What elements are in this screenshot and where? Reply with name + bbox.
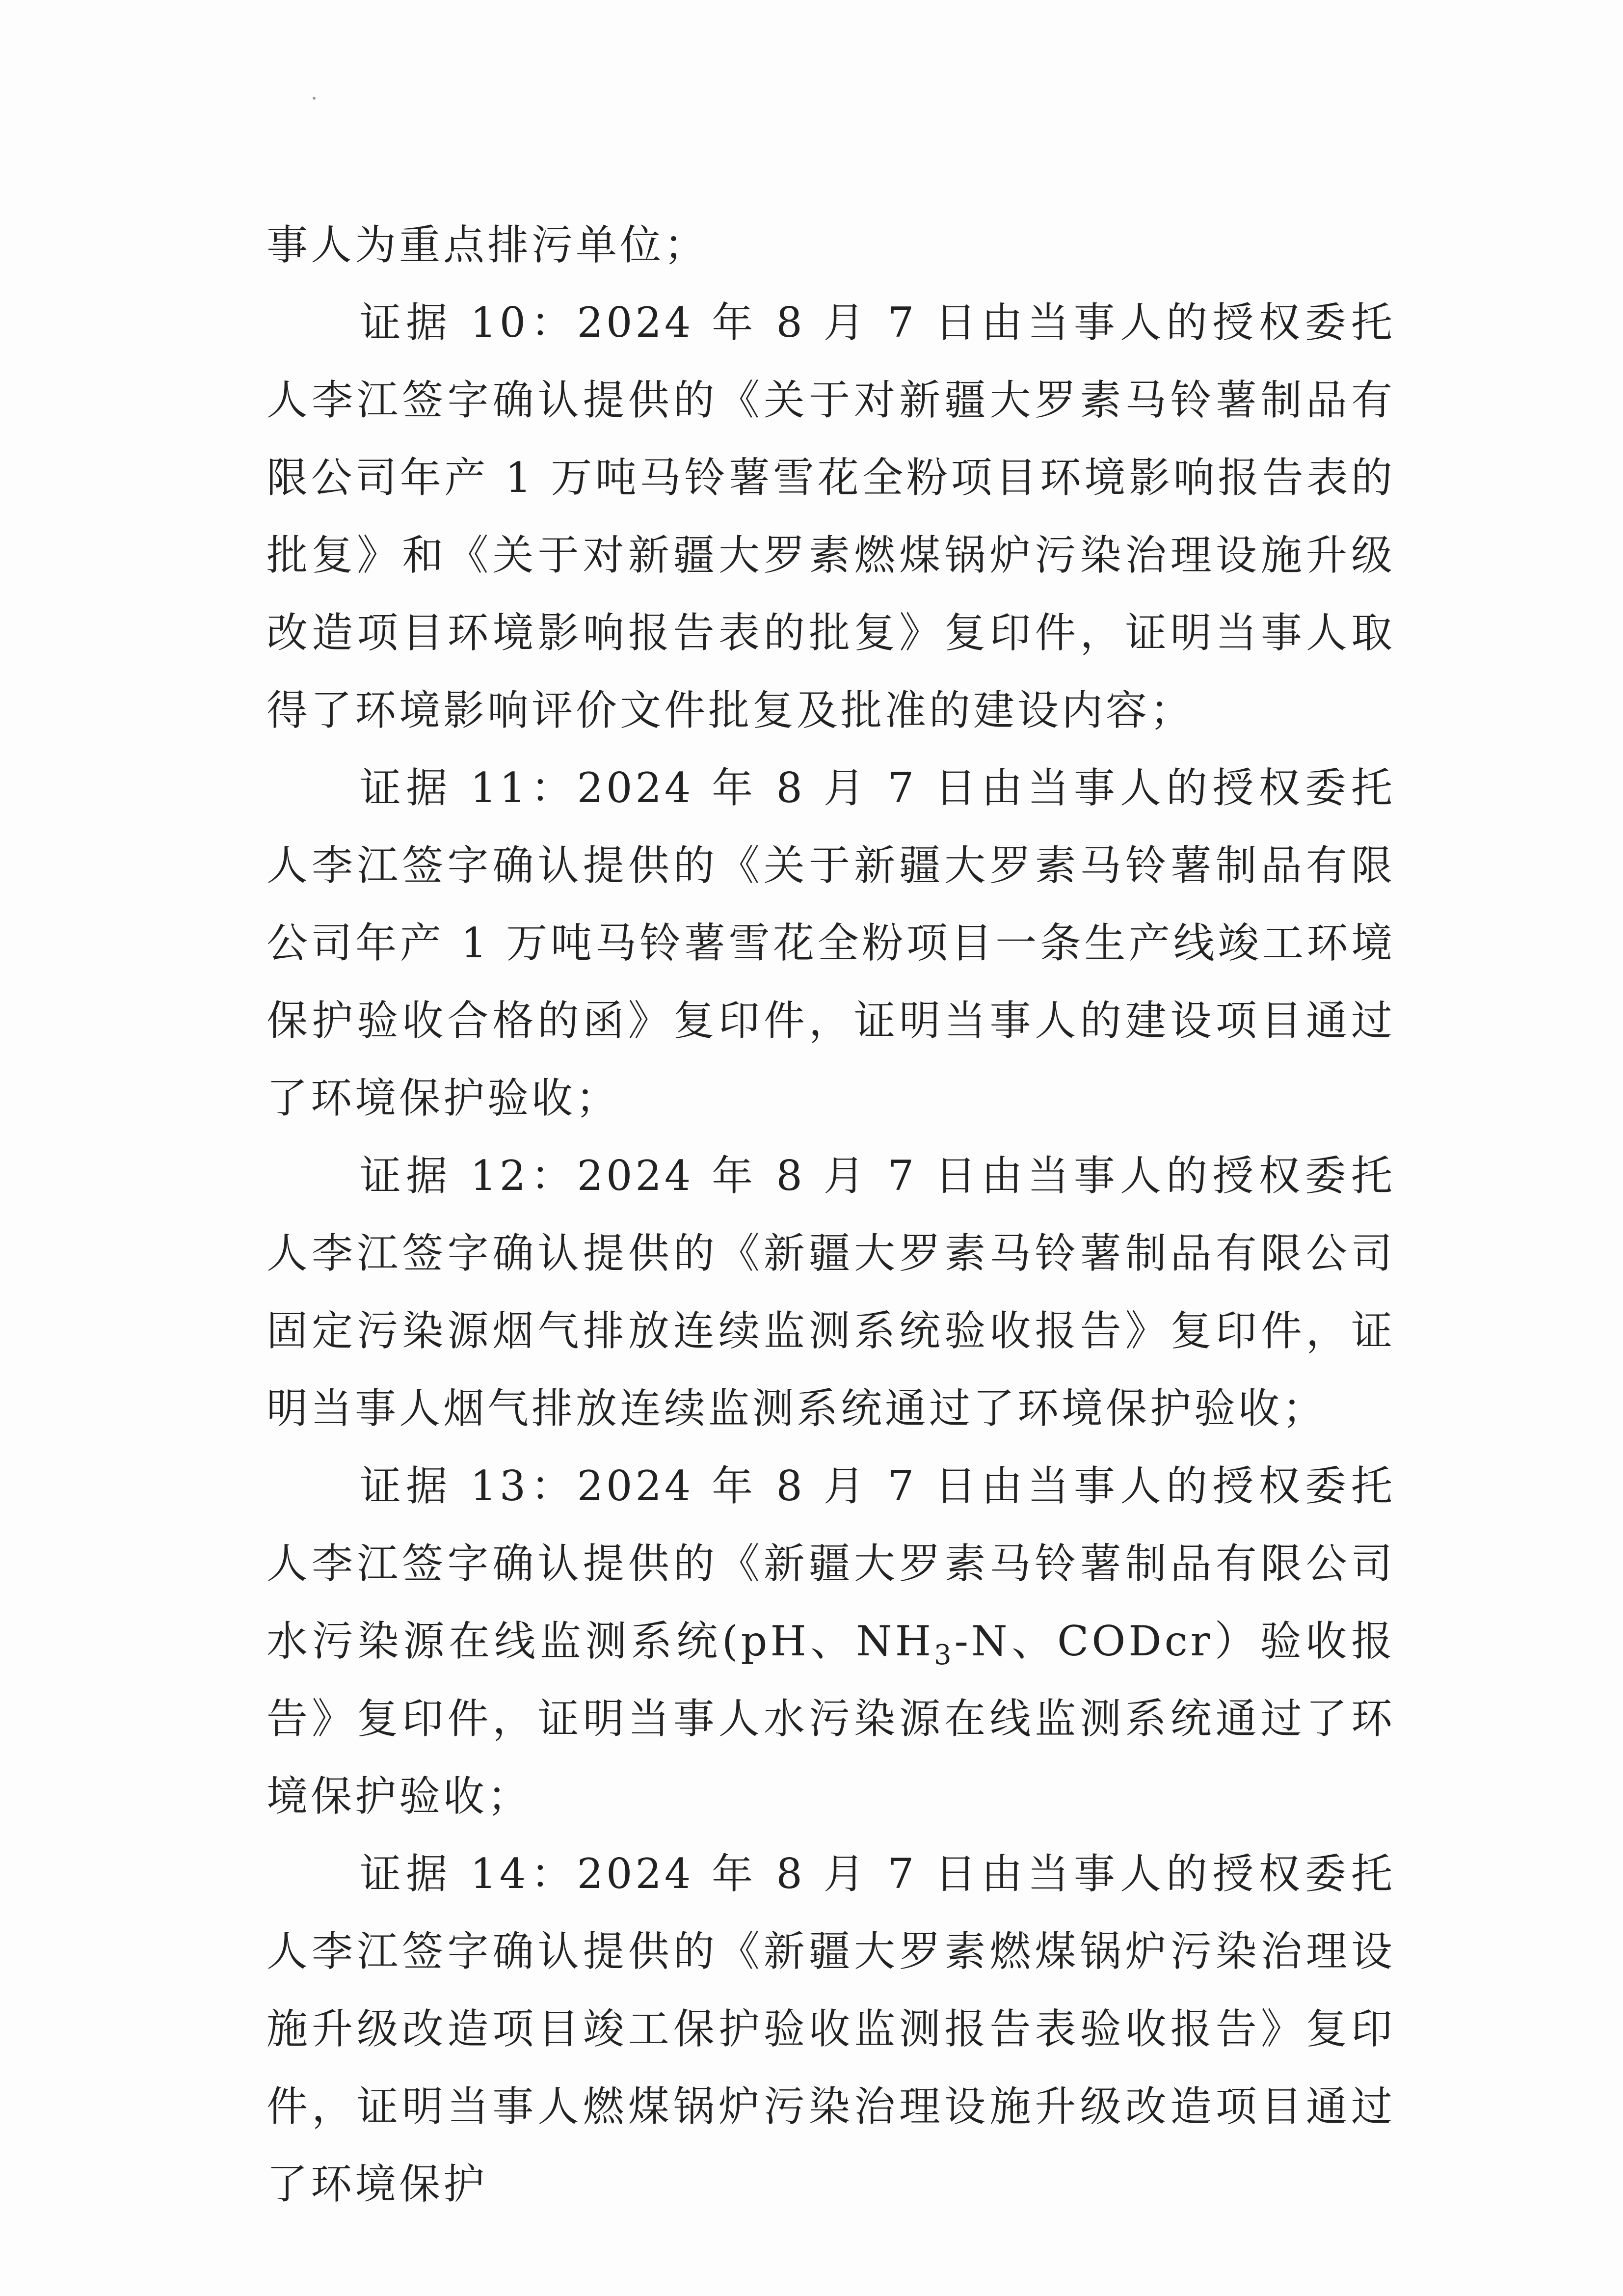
- paragraph-evidence-12: 证据 12：2024 年 8 月 7 日由当事人的授权委托人李江签字确认提供的《新疆大罗素马铃薯制品有限公司固定污染源烟气排放连续监测系统验收报告》复印件，证明当事人烟气排放连续监测系统通过了环境保护验收；: [266, 1152, 1395, 1432]
- paragraph-evidence-13: 证据 13：2024 年 8 月 7 日由当事人的授权委托人李江签字确认提供的《新疆大罗素马铃薯制品有限公司水污染源在线监测系统(pH、$NH_3-N$、CODcr）验收报告》复印件，证明当事人水污染源在线监测系统通过了环境保护验收；: [266, 1462, 1395, 1820]
- scan-speck: [313, 97, 316, 100]
- subscript-3: 3: [934, 1639, 955, 1671]
- paragraph-evidence-14: 证据 14：2024 年 8 月 7 日由当事人的授权委托人李江签字确认提供的《新疆大罗素燃煤锅炉污染治理设施升级改造项目竣工保护验收监测报告表验收报告》复印件，证明当事人燃煤锅炉污染治理设施升级改造项目通过了环境保护: [266, 1850, 1395, 2208]
- paragraph-evidence-10: 证据 10：2024 年 8 月 7 日由当事人的授权委托人李江签字确认提供的《关于对新疆大罗素马铃薯制品有限公司年产 1 万吨马铃薯雪花全粉项目环境影响报告表的批复》和《关于对新疆大罗素燃煤锅炉污染治理设施升级改造项目环境影响报告表的批复》复印件，证明当事人取得了环境影响评价文件批复及批准的建设内容；: [266, 298, 1395, 734]
- paragraph-evidence-11: 证据 11：2024 年 8 月 7 日由当事人的授权委托人李江签字确认提供的《关于新疆大罗素马铃薯制品有限公司年产 1 万吨马铃薯雪花全粉项目一条生产线竣工环境保护验收合格的函》复印件，证明当事人的建设项目通过了环境保护验收；: [266, 764, 1395, 1122]
- paragraph-continuation: 事人为重点排污单位；: [266, 221, 709, 269]
- document-body: [266, 206, 1395, 2223]
